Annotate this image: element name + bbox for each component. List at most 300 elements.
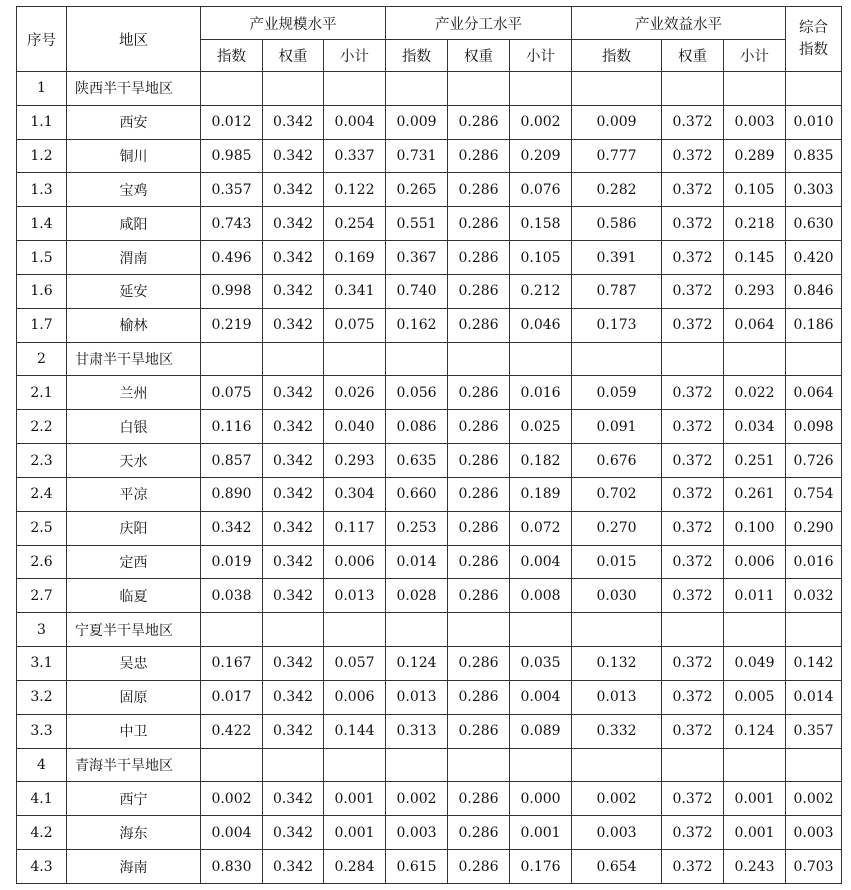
value-cell: 0.049: [724, 647, 786, 681]
empty-cell: [510, 342, 572, 376]
value-cell: 0.162: [386, 308, 448, 342]
region-cell: 西宁: [67, 782, 201, 816]
header-sub: 指数: [386, 40, 448, 72]
empty-cell: [786, 613, 842, 647]
value-cell: 0.040: [324, 410, 386, 444]
value-cell: 0.000: [510, 782, 572, 816]
value-cell: 0.372: [662, 444, 724, 478]
empty-cell: [662, 72, 724, 106]
section-row: [17, 342, 842, 376]
region-cell: 延安: [67, 274, 201, 308]
section-row: [17, 748, 842, 782]
value-cell: 0.219: [201, 308, 263, 342]
value-cell: 0.144: [324, 714, 386, 748]
empty-cell: [786, 72, 842, 106]
value-cell: 0.422: [201, 714, 263, 748]
region-cell: 铜川: [67, 139, 201, 173]
value-cell: 0.890: [201, 477, 263, 511]
region-cell: 海东: [67, 816, 201, 850]
region-cell: 西安: [67, 105, 201, 139]
value-cell: 0.286: [448, 274, 510, 308]
value-cell: 0.586: [572, 207, 662, 241]
value-cell: 0.304: [324, 477, 386, 511]
value-cell: 0.342: [263, 444, 324, 478]
value-cell: 0.026: [324, 376, 386, 410]
empty-cell: [263, 72, 324, 106]
header-group-division: 产业分工水平: [386, 7, 572, 40]
value-cell: 0.012: [201, 105, 263, 139]
value-cell: 0.124: [724, 714, 786, 748]
value-cell: 0.076: [510, 173, 572, 207]
value-cell: 0.035: [510, 647, 572, 681]
value-cell: 0.286: [448, 207, 510, 241]
header-composite-line1: 综合: [799, 19, 829, 36]
value-cell: 0.342: [201, 511, 263, 545]
value-cell: 0.743: [201, 207, 263, 241]
value-cell: 0.003: [572, 816, 662, 850]
value-cell: 0.122: [324, 173, 386, 207]
composite-index-cell: 0.630: [786, 207, 842, 241]
value-cell: 0.293: [724, 274, 786, 308]
region-cell: 白银: [67, 410, 201, 444]
value-cell: 0.286: [448, 579, 510, 613]
row-number: 3.1: [17, 647, 67, 681]
composite-index-cell: 0.703: [786, 850, 842, 884]
table-row: [17, 714, 842, 748]
value-cell: 0.293: [324, 444, 386, 478]
value-cell: 0.496: [201, 241, 263, 275]
empty-cell: [786, 748, 842, 782]
value-cell: 0.019: [201, 545, 263, 579]
value-cell: 0.001: [510, 816, 572, 850]
value-cell: 0.332: [572, 714, 662, 748]
value-cell: 0.372: [662, 241, 724, 275]
empty-cell: [724, 342, 786, 376]
empty-cell: [724, 748, 786, 782]
region-cell: 吴忠: [67, 647, 201, 681]
value-cell: 0.777: [572, 139, 662, 173]
value-cell: 0.342: [263, 511, 324, 545]
section-name: 宁夏半干旱地区: [67, 613, 201, 647]
composite-index-cell: 0.846: [786, 274, 842, 308]
value-cell: 0.003: [386, 816, 448, 850]
value-cell: 0.286: [448, 511, 510, 545]
table-row: [17, 511, 842, 545]
value-cell: 0.787: [572, 274, 662, 308]
composite-index-cell: 0.016: [786, 545, 842, 579]
table-row: [17, 850, 842, 884]
empty-cell: [786, 342, 842, 376]
header-sub: 小计: [324, 40, 386, 72]
value-cell: 0.009: [386, 105, 448, 139]
row-number: 2.7: [17, 579, 67, 613]
section-number: 4: [17, 748, 67, 782]
value-cell: 0.676: [572, 444, 662, 478]
value-cell: 0.002: [201, 782, 263, 816]
value-cell: 0.372: [662, 173, 724, 207]
empty-cell: [662, 613, 724, 647]
row-number: 2.3: [17, 444, 67, 478]
value-cell: 0.635: [386, 444, 448, 478]
value-cell: 0.342: [263, 816, 324, 850]
region-cell: 定西: [67, 545, 201, 579]
section-row: [17, 613, 842, 647]
value-cell: 0.025: [510, 410, 572, 444]
composite-index-cell: 0.290: [786, 511, 842, 545]
region-cell: 庆阳: [67, 511, 201, 545]
value-cell: 0.286: [448, 139, 510, 173]
row-number: 1.3: [17, 173, 67, 207]
section-name: 陕西半干旱地区: [67, 72, 201, 106]
value-cell: 0.004: [201, 816, 263, 850]
empty-cell: [201, 342, 263, 376]
empty-cell: [448, 72, 510, 106]
table-row: [17, 308, 842, 342]
value-cell: 0.064: [724, 308, 786, 342]
composite-index-cell: 0.003: [786, 816, 842, 850]
value-cell: 0.038: [201, 579, 263, 613]
value-cell: 0.342: [263, 308, 324, 342]
value-cell: 0.251: [724, 444, 786, 478]
value-cell: 0.342: [263, 274, 324, 308]
value-cell: 0.209: [510, 139, 572, 173]
value-cell: 0.132: [572, 647, 662, 681]
empty-cell: [386, 748, 448, 782]
row-number: 4.3: [17, 850, 67, 884]
value-cell: 0.057: [324, 647, 386, 681]
row-number: 1.1: [17, 105, 67, 139]
composite-index-cell: 0.186: [786, 308, 842, 342]
header-sub: 指数: [572, 40, 662, 72]
section-row: [17, 72, 842, 106]
value-cell: 0.100: [724, 511, 786, 545]
header-seq: 序号: [17, 7, 67, 72]
value-cell: 0.011: [724, 579, 786, 613]
value-cell: 0.372: [662, 410, 724, 444]
value-cell: 0.002: [386, 782, 448, 816]
value-cell: 0.003: [724, 105, 786, 139]
empty-cell: [201, 748, 263, 782]
empty-cell: [510, 613, 572, 647]
value-cell: 0.286: [448, 444, 510, 478]
value-cell: 0.034: [724, 410, 786, 444]
composite-index-cell: 0.726: [786, 444, 842, 478]
value-cell: 0.284: [324, 850, 386, 884]
row-number: 1.5: [17, 241, 67, 275]
value-cell: 0.189: [510, 477, 572, 511]
value-cell: 0.270: [572, 511, 662, 545]
value-cell: 0.086: [386, 410, 448, 444]
value-cell: 0.372: [662, 647, 724, 681]
value-cell: 0.004: [510, 545, 572, 579]
value-cell: 0.116: [201, 410, 263, 444]
value-cell: 0.282: [572, 173, 662, 207]
header-sub: 权重: [662, 40, 724, 72]
row-number: 1.6: [17, 274, 67, 308]
value-cell: 0.169: [324, 241, 386, 275]
value-cell: 0.731: [386, 139, 448, 173]
value-cell: 0.173: [572, 308, 662, 342]
value-cell: 0.286: [448, 308, 510, 342]
value-cell: 0.001: [724, 816, 786, 850]
table-row: [17, 105, 842, 139]
value-cell: 0.009: [572, 105, 662, 139]
value-cell: 0.342: [263, 376, 324, 410]
value-cell: 0.372: [662, 376, 724, 410]
section-name: 甘肃半干旱地区: [67, 342, 201, 376]
value-cell: 0.002: [510, 105, 572, 139]
value-cell: 0.337: [324, 139, 386, 173]
table-row: [17, 274, 842, 308]
value-cell: 0.286: [448, 105, 510, 139]
empty-cell: [263, 342, 324, 376]
value-cell: 0.030: [572, 579, 662, 613]
value-cell: 0.072: [510, 511, 572, 545]
value-cell: 0.145: [724, 241, 786, 275]
composite-index-cell: 0.064: [786, 376, 842, 410]
value-cell: 0.124: [386, 647, 448, 681]
empty-cell: [572, 748, 662, 782]
region-cell: 宝鸡: [67, 173, 201, 207]
value-cell: 0.286: [448, 173, 510, 207]
value-cell: 0.342: [263, 207, 324, 241]
region-cell: 榆林: [67, 308, 201, 342]
value-cell: 0.342: [263, 647, 324, 681]
value-cell: 0.105: [724, 173, 786, 207]
value-cell: 0.059: [572, 376, 662, 410]
region-cell: 固原: [67, 680, 201, 714]
value-cell: 0.013: [386, 680, 448, 714]
composite-index-cell: 0.002: [786, 782, 842, 816]
value-cell: 0.286: [448, 850, 510, 884]
row-number: 3.3: [17, 714, 67, 748]
table-row: [17, 207, 842, 241]
empty-cell: [201, 72, 263, 106]
value-cell: 0.357: [201, 173, 263, 207]
table-row: [17, 579, 842, 613]
value-cell: 0.372: [662, 274, 724, 308]
header-composite: [786, 7, 842, 72]
composite-index-cell: 0.835: [786, 139, 842, 173]
value-cell: 0.286: [448, 376, 510, 410]
value-cell: 0.372: [662, 782, 724, 816]
empty-cell: [386, 72, 448, 106]
value-cell: 0.008: [510, 579, 572, 613]
composite-index-cell: 0.357: [786, 714, 842, 748]
region-cell: 天水: [67, 444, 201, 478]
value-cell: 0.286: [448, 680, 510, 714]
composite-index-cell: 0.142: [786, 647, 842, 681]
value-cell: 0.013: [572, 680, 662, 714]
value-cell: 0.342: [263, 680, 324, 714]
empty-cell: [724, 613, 786, 647]
data-table: [16, 6, 842, 884]
value-cell: 0.342: [263, 579, 324, 613]
value-cell: 0.218: [724, 207, 786, 241]
value-cell: 0.004: [324, 105, 386, 139]
value-cell: 0.342: [263, 241, 324, 275]
value-cell: 0.342: [263, 173, 324, 207]
table-row: [17, 680, 842, 714]
value-cell: 0.243: [724, 850, 786, 884]
value-cell: 0.998: [201, 274, 263, 308]
value-cell: 0.342: [263, 105, 324, 139]
value-cell: 0.016: [510, 376, 572, 410]
empty-cell: [572, 342, 662, 376]
value-cell: 0.001: [724, 782, 786, 816]
value-cell: 0.261: [724, 477, 786, 511]
empty-cell: [510, 72, 572, 106]
value-cell: 0.286: [448, 477, 510, 511]
value-cell: 0.001: [324, 816, 386, 850]
row-number: 4.2: [17, 816, 67, 850]
value-cell: 0.089: [510, 714, 572, 748]
value-cell: 0.342: [263, 139, 324, 173]
empty-cell: [448, 342, 510, 376]
value-cell: 0.105: [510, 241, 572, 275]
region-cell: 平凉: [67, 477, 201, 511]
value-cell: 0.341: [324, 274, 386, 308]
composite-index-cell: 0.032: [786, 579, 842, 613]
value-cell: 0.167: [201, 647, 263, 681]
value-cell: 0.551: [386, 207, 448, 241]
value-cell: 0.046: [510, 308, 572, 342]
row-number: 2.5: [17, 511, 67, 545]
value-cell: 0.702: [572, 477, 662, 511]
value-cell: 0.342: [263, 545, 324, 579]
header-sub: 小计: [724, 40, 786, 72]
region-cell: 临夏: [67, 579, 201, 613]
value-cell: 0.091: [572, 410, 662, 444]
table-row: [17, 647, 842, 681]
row-number: 1.4: [17, 207, 67, 241]
table-row: [17, 173, 842, 207]
table-row: [17, 477, 842, 511]
value-cell: 0.254: [324, 207, 386, 241]
region-cell: 咸阳: [67, 207, 201, 241]
table-row: [17, 782, 842, 816]
empty-cell: [386, 613, 448, 647]
table-row: [17, 545, 842, 579]
value-cell: 0.286: [448, 782, 510, 816]
value-cell: 0.372: [662, 680, 724, 714]
header-sub: 权重: [263, 40, 324, 72]
value-cell: 0.286: [448, 241, 510, 275]
header-sub: 权重: [448, 40, 510, 72]
value-cell: 0.013: [324, 579, 386, 613]
value-cell: 0.391: [572, 241, 662, 275]
value-cell: 0.289: [724, 139, 786, 173]
section-number: 2: [17, 342, 67, 376]
value-cell: 0.342: [263, 477, 324, 511]
value-cell: 0.615: [386, 850, 448, 884]
value-cell: 0.005: [724, 680, 786, 714]
value-cell: 0.286: [448, 647, 510, 681]
composite-index-cell: 0.010: [786, 105, 842, 139]
value-cell: 0.004: [510, 680, 572, 714]
region-cell: 海南: [67, 850, 201, 884]
value-cell: 0.286: [448, 714, 510, 748]
value-cell: 0.372: [662, 714, 724, 748]
value-cell: 0.372: [662, 850, 724, 884]
value-cell: 0.372: [662, 207, 724, 241]
empty-cell: [572, 613, 662, 647]
value-cell: 0.660: [386, 477, 448, 511]
empty-cell: [263, 613, 324, 647]
composite-index-cell: 0.014: [786, 680, 842, 714]
value-cell: 0.265: [386, 173, 448, 207]
empty-cell: [263, 748, 324, 782]
table-body: [17, 72, 842, 884]
value-cell: 0.372: [662, 511, 724, 545]
composite-index-cell: 0.754: [786, 477, 842, 511]
value-cell: 0.372: [662, 308, 724, 342]
row-number: 2.1: [17, 376, 67, 410]
region-cell: 渭南: [67, 241, 201, 275]
value-cell: 0.028: [386, 579, 448, 613]
value-cell: 0.017: [201, 680, 263, 714]
value-cell: 0.001: [324, 782, 386, 816]
value-cell: 0.182: [510, 444, 572, 478]
table-header: [17, 7, 842, 72]
value-cell: 0.056: [386, 376, 448, 410]
composite-index-cell: 0.098: [786, 410, 842, 444]
header-region: 地区: [67, 7, 201, 72]
section-number: 1: [17, 72, 67, 106]
value-cell: 0.857: [201, 444, 263, 478]
value-cell: 0.006: [324, 545, 386, 579]
empty-cell: [662, 748, 724, 782]
value-cell: 0.372: [662, 105, 724, 139]
value-cell: 0.985: [201, 139, 263, 173]
row-number: 3.2: [17, 680, 67, 714]
table-row: [17, 816, 842, 850]
value-cell: 0.253: [386, 511, 448, 545]
value-cell: 0.313: [386, 714, 448, 748]
value-cell: 0.286: [448, 816, 510, 850]
value-cell: 0.372: [662, 545, 724, 579]
value-cell: 0.212: [510, 274, 572, 308]
empty-cell: [201, 613, 263, 647]
header-group-scale: 产业规模水平: [201, 7, 386, 40]
value-cell: 0.176: [510, 850, 572, 884]
empty-cell: [572, 72, 662, 106]
value-cell: 0.654: [572, 850, 662, 884]
table-row: [17, 410, 842, 444]
empty-cell: [324, 342, 386, 376]
empty-cell: [448, 613, 510, 647]
value-cell: 0.075: [324, 308, 386, 342]
row-number: 4.1: [17, 782, 67, 816]
value-cell: 0.342: [263, 410, 324, 444]
value-cell: 0.286: [448, 545, 510, 579]
section-number: 3: [17, 613, 67, 647]
empty-cell: [386, 342, 448, 376]
region-cell: 兰州: [67, 376, 201, 410]
value-cell: 0.006: [324, 680, 386, 714]
value-cell: 0.372: [662, 139, 724, 173]
table-row: [17, 444, 842, 478]
value-cell: 0.372: [662, 579, 724, 613]
empty-cell: [324, 613, 386, 647]
row-number: 2.2: [17, 410, 67, 444]
value-cell: 0.022: [724, 376, 786, 410]
value-cell: 0.342: [263, 850, 324, 884]
value-cell: 0.158: [510, 207, 572, 241]
value-cell: 0.006: [724, 545, 786, 579]
value-cell: 0.117: [324, 511, 386, 545]
header-sub: 小计: [510, 40, 572, 72]
